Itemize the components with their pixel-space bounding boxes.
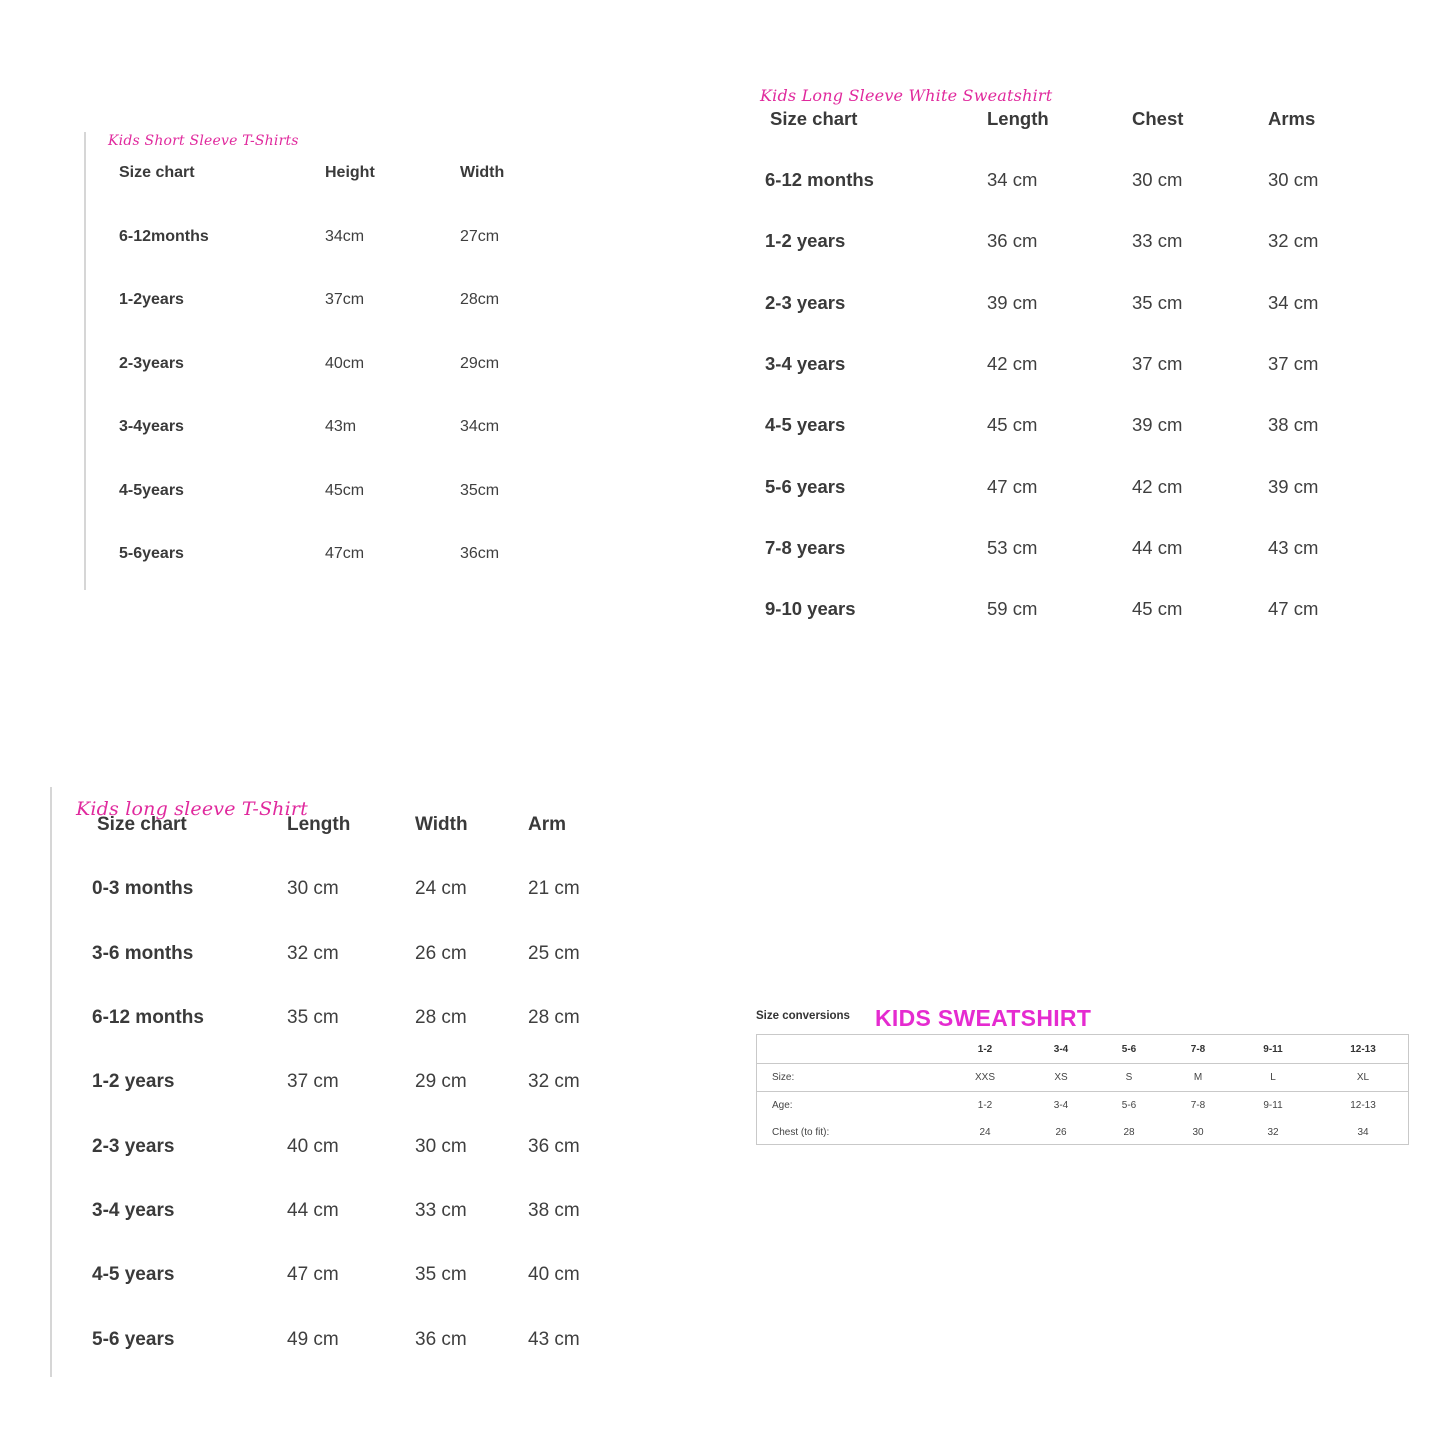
age-value: 3-4 bbox=[1053, 1100, 1069, 1111]
arms-value: 38 cm bbox=[1268, 414, 1319, 435]
length-value: 36 cm bbox=[987, 230, 1038, 251]
chest-value: 34 bbox=[1357, 1127, 1369, 1138]
column-header: 5-6 bbox=[1121, 1044, 1137, 1055]
header-width: Width bbox=[415, 814, 468, 835]
chest-value: 32 bbox=[1267, 1127, 1279, 1138]
length-value: 30 cm bbox=[287, 878, 339, 899]
height-value: 34cm bbox=[325, 228, 365, 245]
column-header: 7-8 bbox=[1190, 1044, 1206, 1055]
row-label: 2-3 years bbox=[765, 292, 846, 313]
short-sleeve-title: Kids Short Sleeve T-Shirts bbox=[108, 133, 299, 149]
arm-value: 36 cm bbox=[528, 1136, 580, 1157]
row-label: 6-12months bbox=[119, 228, 209, 245]
header-length: Length bbox=[987, 108, 1049, 129]
width-value: 29 cm bbox=[415, 1071, 467, 1092]
height-value: 45cm bbox=[325, 482, 365, 499]
sweatshirt-title: Kids Long Sleeve White Sweatshirt bbox=[760, 86, 1053, 105]
age-value: 9-11 bbox=[1263, 1100, 1283, 1111]
chest-value: 39 cm bbox=[1132, 414, 1183, 435]
arms-value: 30 cm bbox=[1268, 169, 1319, 190]
arm-value: 32 cm bbox=[528, 1071, 580, 1092]
length-value: 37 cm bbox=[287, 1071, 339, 1092]
width-value: 29cm bbox=[460, 355, 500, 372]
short-sleeve-divider bbox=[84, 132, 86, 590]
row-label: 1-2 years bbox=[765, 230, 846, 251]
row-label: 0-3 months bbox=[92, 878, 194, 899]
age-value: 7-8 bbox=[1190, 1100, 1206, 1111]
width-value: 35cm bbox=[460, 482, 500, 499]
width-value: 33 cm bbox=[415, 1200, 467, 1221]
chest-value: 35 cm bbox=[1132, 292, 1183, 313]
chest-value: 42 cm bbox=[1132, 476, 1183, 497]
length-value: 47 cm bbox=[987, 476, 1038, 497]
size-value: XL bbox=[1356, 1072, 1370, 1083]
chest-value: 33 cm bbox=[1132, 230, 1183, 251]
width-value: 35 cm bbox=[415, 1264, 467, 1285]
width-value: 27cm bbox=[460, 228, 500, 245]
arms-value: 37 cm bbox=[1268, 353, 1319, 374]
length-value: 45 cm bbox=[987, 414, 1038, 435]
row-label: 4-5years bbox=[119, 482, 184, 499]
height-value: 37cm bbox=[325, 291, 365, 308]
chest-value: 28 bbox=[1123, 1127, 1135, 1138]
length-value: 34 cm bbox=[987, 169, 1038, 190]
row-label: 5-6 years bbox=[92, 1329, 175, 1350]
header-chest: Chest bbox=[1132, 108, 1184, 129]
row-label: 3-6 months bbox=[92, 943, 194, 964]
row-label: 6-12 months bbox=[92, 1007, 204, 1028]
size-conversions-table bbox=[756, 1034, 1409, 1145]
header-size-chart: Size chart bbox=[97, 814, 187, 835]
row-label: 9-10 years bbox=[765, 598, 856, 619]
header-size-chart: Size chart bbox=[119, 164, 195, 181]
column-header: 1-2 bbox=[977, 1044, 993, 1055]
length-value: 40 cm bbox=[287, 1136, 339, 1157]
row-divider bbox=[757, 1091, 1408, 1092]
row-label: 7-8 years bbox=[765, 537, 846, 558]
age-value: 5-6 bbox=[1121, 1100, 1137, 1111]
width-value: 34cm bbox=[460, 418, 500, 435]
row-label: 3-4years bbox=[119, 418, 184, 435]
header-arms: Arms bbox=[1268, 108, 1316, 129]
width-value: 36cm bbox=[460, 545, 500, 562]
size-value: L bbox=[1270, 1072, 1276, 1083]
chest-value: 37 cm bbox=[1132, 353, 1183, 374]
width-value: 28 cm bbox=[415, 1007, 467, 1028]
arms-value: 47 cm bbox=[1268, 598, 1319, 619]
width-value: 36 cm bbox=[415, 1329, 467, 1350]
width-value: 26 cm bbox=[415, 943, 467, 964]
age-value: 12-13 bbox=[1350, 1100, 1376, 1111]
long-sleeve-tshirt-title: Kids long sleeve T-Shirt bbox=[76, 798, 309, 820]
length-value: 35 cm bbox=[287, 1007, 339, 1028]
row-label: 2-3years bbox=[119, 355, 184, 372]
arms-value: 32 cm bbox=[1268, 230, 1319, 251]
long-sleeve-tshirt-divider bbox=[50, 787, 52, 1377]
header-divider bbox=[757, 1063, 1408, 1064]
width-value: 28cm bbox=[460, 291, 500, 308]
size-value: S bbox=[1125, 1072, 1133, 1083]
row-label-size: Size: bbox=[772, 1072, 795, 1083]
height-value: 40cm bbox=[325, 355, 365, 372]
size-conversions-label: Size conversions bbox=[756, 1010, 850, 1022]
row-label: 3-4 years bbox=[765, 353, 846, 374]
chest-value: 30 bbox=[1192, 1127, 1204, 1138]
arm-value: 38 cm bbox=[528, 1200, 580, 1221]
chest-value: 30 cm bbox=[1132, 169, 1183, 190]
arm-value: 21 cm bbox=[528, 878, 580, 899]
age-value: 1-2 bbox=[977, 1100, 993, 1111]
length-value: 59 cm bbox=[987, 598, 1038, 619]
arms-value: 34 cm bbox=[1268, 292, 1319, 313]
row-label: 1-2 years bbox=[92, 1071, 175, 1092]
row-label-age: Age: bbox=[772, 1100, 793, 1111]
column-header: 12-13 bbox=[1350, 1044, 1376, 1055]
column-header: 3-4 bbox=[1053, 1044, 1069, 1055]
row-label-chest: Chest (to fit): bbox=[772, 1127, 830, 1138]
chest-value: 26 bbox=[1055, 1127, 1067, 1138]
kids-sweatshirt-title: KIDS SWEATSHIRT bbox=[875, 1005, 1092, 1031]
arm-value: 25 cm bbox=[528, 943, 580, 964]
length-value: 47 cm bbox=[287, 1264, 339, 1285]
length-value: 53 cm bbox=[987, 537, 1038, 558]
row-label: 5-6 years bbox=[765, 476, 846, 497]
header-size-chart: Size chart bbox=[770, 108, 858, 129]
header-width: Width bbox=[460, 164, 505, 181]
row-label: 6-12 months bbox=[765, 169, 874, 190]
length-value: 44 cm bbox=[287, 1200, 339, 1221]
row-label: 4-5 years bbox=[765, 414, 846, 435]
row-label: 3-4 years bbox=[92, 1200, 175, 1221]
header-length: Length bbox=[287, 814, 351, 835]
arms-value: 43 cm bbox=[1268, 537, 1319, 558]
length-value: 32 cm bbox=[287, 943, 339, 964]
chest-value: 44 cm bbox=[1132, 537, 1183, 558]
chest-value: 45 cm bbox=[1132, 598, 1183, 619]
row-label: 2-3 years bbox=[92, 1136, 175, 1157]
row-label: 5-6years bbox=[119, 545, 184, 562]
length-value: 39 cm bbox=[987, 292, 1038, 313]
size-value: M bbox=[1193, 1072, 1203, 1083]
header-height: Height bbox=[325, 164, 375, 181]
column-header: 9-11 bbox=[1263, 1044, 1283, 1055]
header-arm: Arm bbox=[528, 814, 567, 835]
width-value: 30 cm bbox=[415, 1136, 467, 1157]
arms-value: 39 cm bbox=[1268, 476, 1319, 497]
size-value: XS bbox=[1054, 1072, 1068, 1083]
arm-value: 40 cm bbox=[528, 1264, 580, 1285]
height-value: 43m bbox=[325, 418, 357, 435]
row-label: 1-2years bbox=[119, 291, 184, 308]
arm-value: 43 cm bbox=[528, 1329, 580, 1350]
chest-value: 24 bbox=[979, 1127, 991, 1138]
length-value: 49 cm bbox=[287, 1329, 339, 1350]
width-value: 24 cm bbox=[415, 878, 467, 899]
length-value: 42 cm bbox=[987, 353, 1038, 374]
size-value: XXS bbox=[974, 1072, 996, 1083]
row-label: 4-5 years bbox=[92, 1264, 175, 1285]
height-value: 47cm bbox=[325, 545, 365, 562]
arm-value: 28 cm bbox=[528, 1007, 580, 1028]
